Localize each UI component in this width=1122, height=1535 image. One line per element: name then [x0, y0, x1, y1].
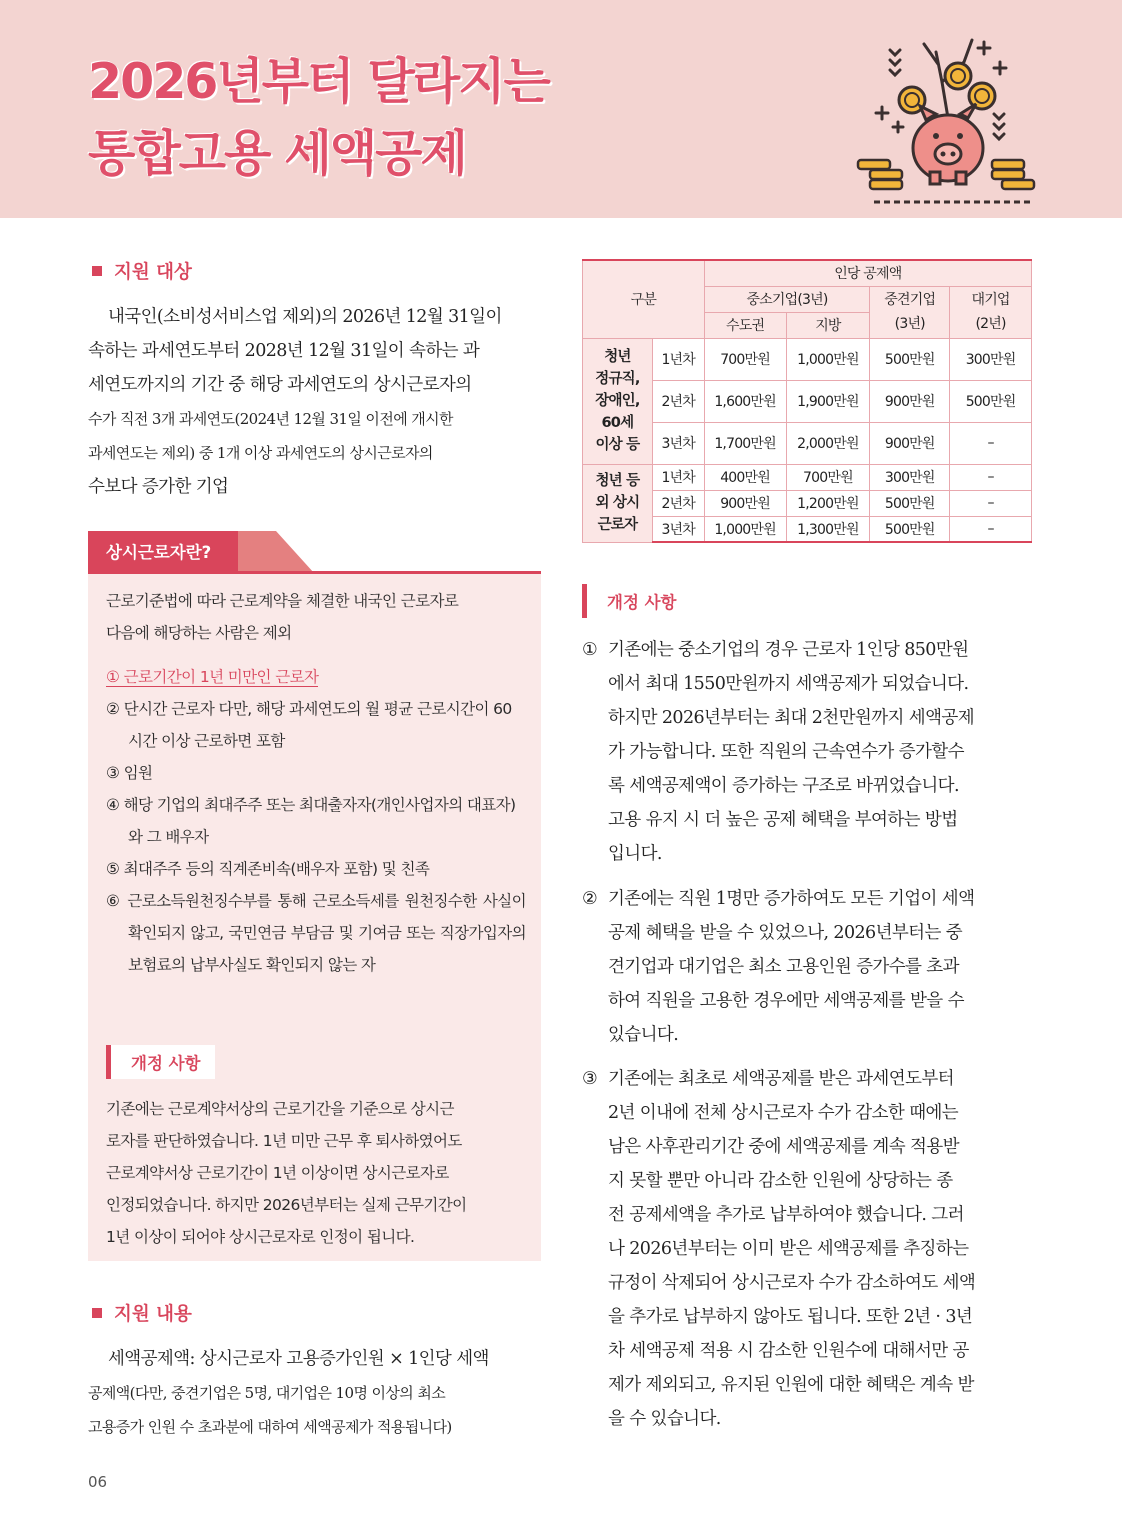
text-line: 1년 이상이 되어야 상시근로자로 인정이 됩니다. [106, 1228, 415, 1246]
page-title [88, 46, 549, 190]
box-tab-slant [238, 531, 314, 573]
text-line: 근로기준법에 따라 근로계약을 체결한 내국인 근로자로 [106, 592, 459, 610]
table-cell: 400만원 [704, 464, 786, 490]
revision-number: ① [582, 640, 598, 660]
support-content-body [88, 1342, 543, 1444]
text-line: 하지만 2026년부터는 최대 2천만원까지 세액공제 [608, 708, 975, 728]
table-row [583, 464, 1032, 490]
text-line: 로자를 판단하였습니다. 1년 미만 근무 후 퇴사하였어도 [106, 1132, 462, 1150]
text-line: 속하는 과세연도부터 2028년 12월 31일이 속하는 과 [88, 341, 480, 361]
table-cell: 1,000만원 [786, 338, 870, 380]
table-cell: 900만원 [870, 422, 950, 464]
table-cell: 300만원 [870, 464, 950, 490]
text-line: 공제 혜택을 받을 수 있었으나, 2026년부터는 중 [608, 923, 963, 943]
table-cell: 1,300만원 [786, 516, 870, 542]
table-header-group: 구분 [583, 260, 705, 338]
text-line: 견기업과 대기업은 최소 고용인원 증가수를 초과 [608, 957, 959, 977]
table-cell: 500만원 [870, 516, 950, 542]
text-line: 수가 직전 3개 과세연도(2024년 12월 31일 이전에 개시한 [88, 410, 453, 428]
table-cell: – [950, 516, 1032, 542]
table-category-other: 청년 등 외 상시 근로자 [583, 464, 653, 542]
text-line: 다음에 해당하는 사람은 제외 [106, 624, 292, 642]
table-cell: 1,000만원 [704, 516, 786, 542]
text-line: 을 추가로 납부하지 않아도 됩니다. 또한 2년 · 3년 [608, 1307, 973, 1327]
text-line: 전 공제세액을 추가로 납부하여야 했습니다. 그러 [608, 1205, 964, 1225]
revision-item-3 [608, 1062, 1034, 1436]
text-line: 2년 이내에 전체 상시근로자 수가 감소한 때에는 [608, 1103, 959, 1123]
text-line: 규정이 삭제되어 상시근로자 수가 감소하여도 세액 [608, 1273, 976, 1293]
text-line: 지 못할 뿐만 아니라 감소한 인원에 상당하는 종 [608, 1171, 953, 1191]
revision-item-1 [608, 633, 1034, 871]
table-cell: 2년차 [652, 380, 704, 422]
support-target-body [88, 300, 543, 504]
revision-number: ③ [582, 1069, 598, 1089]
revision-tag: 개정 사항 [582, 584, 691, 618]
text-line: 나 2026년부터는 이미 받은 세액공제를 추징하는 [608, 1239, 969, 1259]
table-cell: – [950, 464, 1032, 490]
box-divider [88, 571, 541, 574]
box-tab-label: 상시근로자란? [106, 543, 212, 562]
text-line: 과세연도는 제외) 중 1개 이상 과세연도의 상시근로자의 [88, 444, 433, 462]
box-intro [106, 585, 526, 649]
table-header-deduction: 인당 공제액 [704, 260, 1031, 286]
text-line: 인정되었습니다. 하지만 2026년부터는 실제 근무기간이 [106, 1196, 467, 1214]
text-line: 하여 직원을 고용한 경우에만 세액공제를 받을 수 [608, 991, 964, 1011]
text-line: 있습니다. [608, 1025, 679, 1045]
text-line: 을 수 있습니다. [608, 1409, 721, 1429]
list-item: ⑥ 근로소득원천징수부를 통해 근로소득세를 원천징수한 사실이 확인되지 않고, 국민연금 부담금 및 기여금 또는 직장가입자의 보험료의 납부사실도 확인되지 않는 자 [106, 892, 526, 974]
table-row [583, 338, 1032, 380]
table-cell: 900만원 [704, 490, 786, 516]
text-line: 세액공제액: 상시근로자 고용증가인원 × 1인당 세액 [108, 1349, 489, 1369]
table-cell: 3년차 [652, 422, 704, 464]
text-line: 남은 사후관리기간 중에 세액공제를 계속 적용받 [608, 1137, 959, 1157]
text-line: 근로계약서상 근로기간이 1년 이상이면 상시근로자로 [106, 1164, 449, 1182]
table-cell: 1,600만원 [704, 380, 786, 422]
table-cell: 1,200만원 [786, 490, 870, 516]
text-line: 기존에는 중소기업의 경우 근로자 1인당 850만원 [608, 640, 969, 660]
text-line: 수보다 증가한 기업 [88, 477, 229, 497]
table-category-youth: 청년 정규직, 장애인, 60세 이상 등 [583, 338, 653, 464]
table-cell: 500만원 [870, 490, 950, 516]
table-header-midsize: 중견기업 (3년) [870, 286, 950, 338]
deduction-table [582, 259, 1032, 543]
text-line: 록 세액공제액이 증가하는 구조로 바뀌었습니다. [608, 776, 959, 796]
bullet-square-icon [92, 1308, 102, 1318]
text-line: 차 세액공제 적용 시 감소한 인원수에 대해서만 공 [608, 1341, 969, 1361]
table-cell: – [950, 422, 1032, 464]
text-line: 공제액(다만, 중견기업은 5명, 대기업은 10명 이상의 최소 [88, 1384, 446, 1402]
list-item: ① 근로기간이 1년 미만인 근로자 [106, 668, 319, 686]
table-cell: 900만원 [870, 380, 950, 422]
table-cell: 500만원 [950, 380, 1032, 422]
text-line: 가 가능합니다. 또한 직원의 근속연수가 증가할수 [608, 742, 964, 762]
table-cell: 700만원 [704, 338, 786, 380]
title-line-2: 통합고용 세액공제 [88, 125, 466, 182]
text-line: 고용 유지 시 더 높은 공제 혜택을 부여하는 방법 [608, 810, 958, 830]
revision-number: ② [582, 889, 598, 909]
bullet-square-icon [92, 266, 102, 276]
box-revision-body [106, 1093, 526, 1253]
table-cell: 700만원 [786, 464, 870, 490]
table-cell: 2,000만원 [786, 422, 870, 464]
box-revision-tag: 개정 사항 [106, 1045, 215, 1079]
table-header-capital: 수도권 [704, 312, 786, 338]
list-item: ③ 임원 [106, 764, 153, 782]
list-item: ② 단시간 근로자 다만, 해당 과세연도의 월 평균 근로시간이 60시간 이상 근로하면 포함 [106, 700, 512, 750]
list-item: ⑤ 최대주주 등의 직계존비속(배우자 포함) 및 친족 [106, 860, 430, 878]
piggy-bank-money-tree-illustration [852, 22, 1042, 207]
text-line: 입니다. [608, 844, 662, 864]
table-cell: 500만원 [870, 338, 950, 380]
table-cell: 1년차 [652, 464, 704, 490]
page-number: 06 [88, 1473, 108, 1491]
title-line-1: 2026년부터 달라지는 [88, 53, 549, 110]
support-content-heading: 지원 내용 [92, 1300, 192, 1326]
text-line: 제가 제외되고, 유지된 인원에 대한 혜택은 계속 받 [608, 1375, 974, 1395]
text-line: 기존에는 근로계약서상의 근로기간을 기준으로 상시근 [106, 1100, 454, 1118]
text-line: 기존에는 직원 1명만 증가하여도 모든 기업이 세액 [608, 889, 975, 909]
revision-item-2 [608, 882, 1034, 1052]
table-cell: 1,900만원 [786, 380, 870, 422]
list-item: ④ 해당 기업의 최대주주 또는 최대출자자(개인사업자의 대표자)와 그 배우자 [106, 796, 516, 846]
table-cell: 1,700만원 [704, 422, 786, 464]
text-line: 내국인(소비성서비스업 제외)의 2026년 12월 31일이 [108, 307, 502, 327]
text-line: 에서 최대 1550만원까지 세액공제가 되었습니다. [608, 674, 969, 694]
table-cell: 3년차 [652, 516, 704, 542]
text-line: 고용증가 인원 수 초과분에 대하여 세액공제가 적용됩니다) [88, 1418, 452, 1436]
support-target-heading: 지원 대상 [92, 258, 192, 284]
table-header-sme: 중소기업(3년) [704, 286, 870, 312]
table-cell: 1년차 [652, 338, 704, 380]
table-cell: 300만원 [950, 338, 1032, 380]
text-line: 세연도까지의 기간 중 해당 과세연도의 상시근로자의 [88, 375, 472, 395]
table-cell: – [950, 490, 1032, 516]
table-header-large: 대기업 (2년) [950, 286, 1032, 338]
table-header-local: 지방 [786, 312, 870, 338]
table-cell: 2년차 [652, 490, 704, 516]
text-line: 기존에는 최초로 세액공제를 받은 과세연도부터 [608, 1069, 954, 1089]
